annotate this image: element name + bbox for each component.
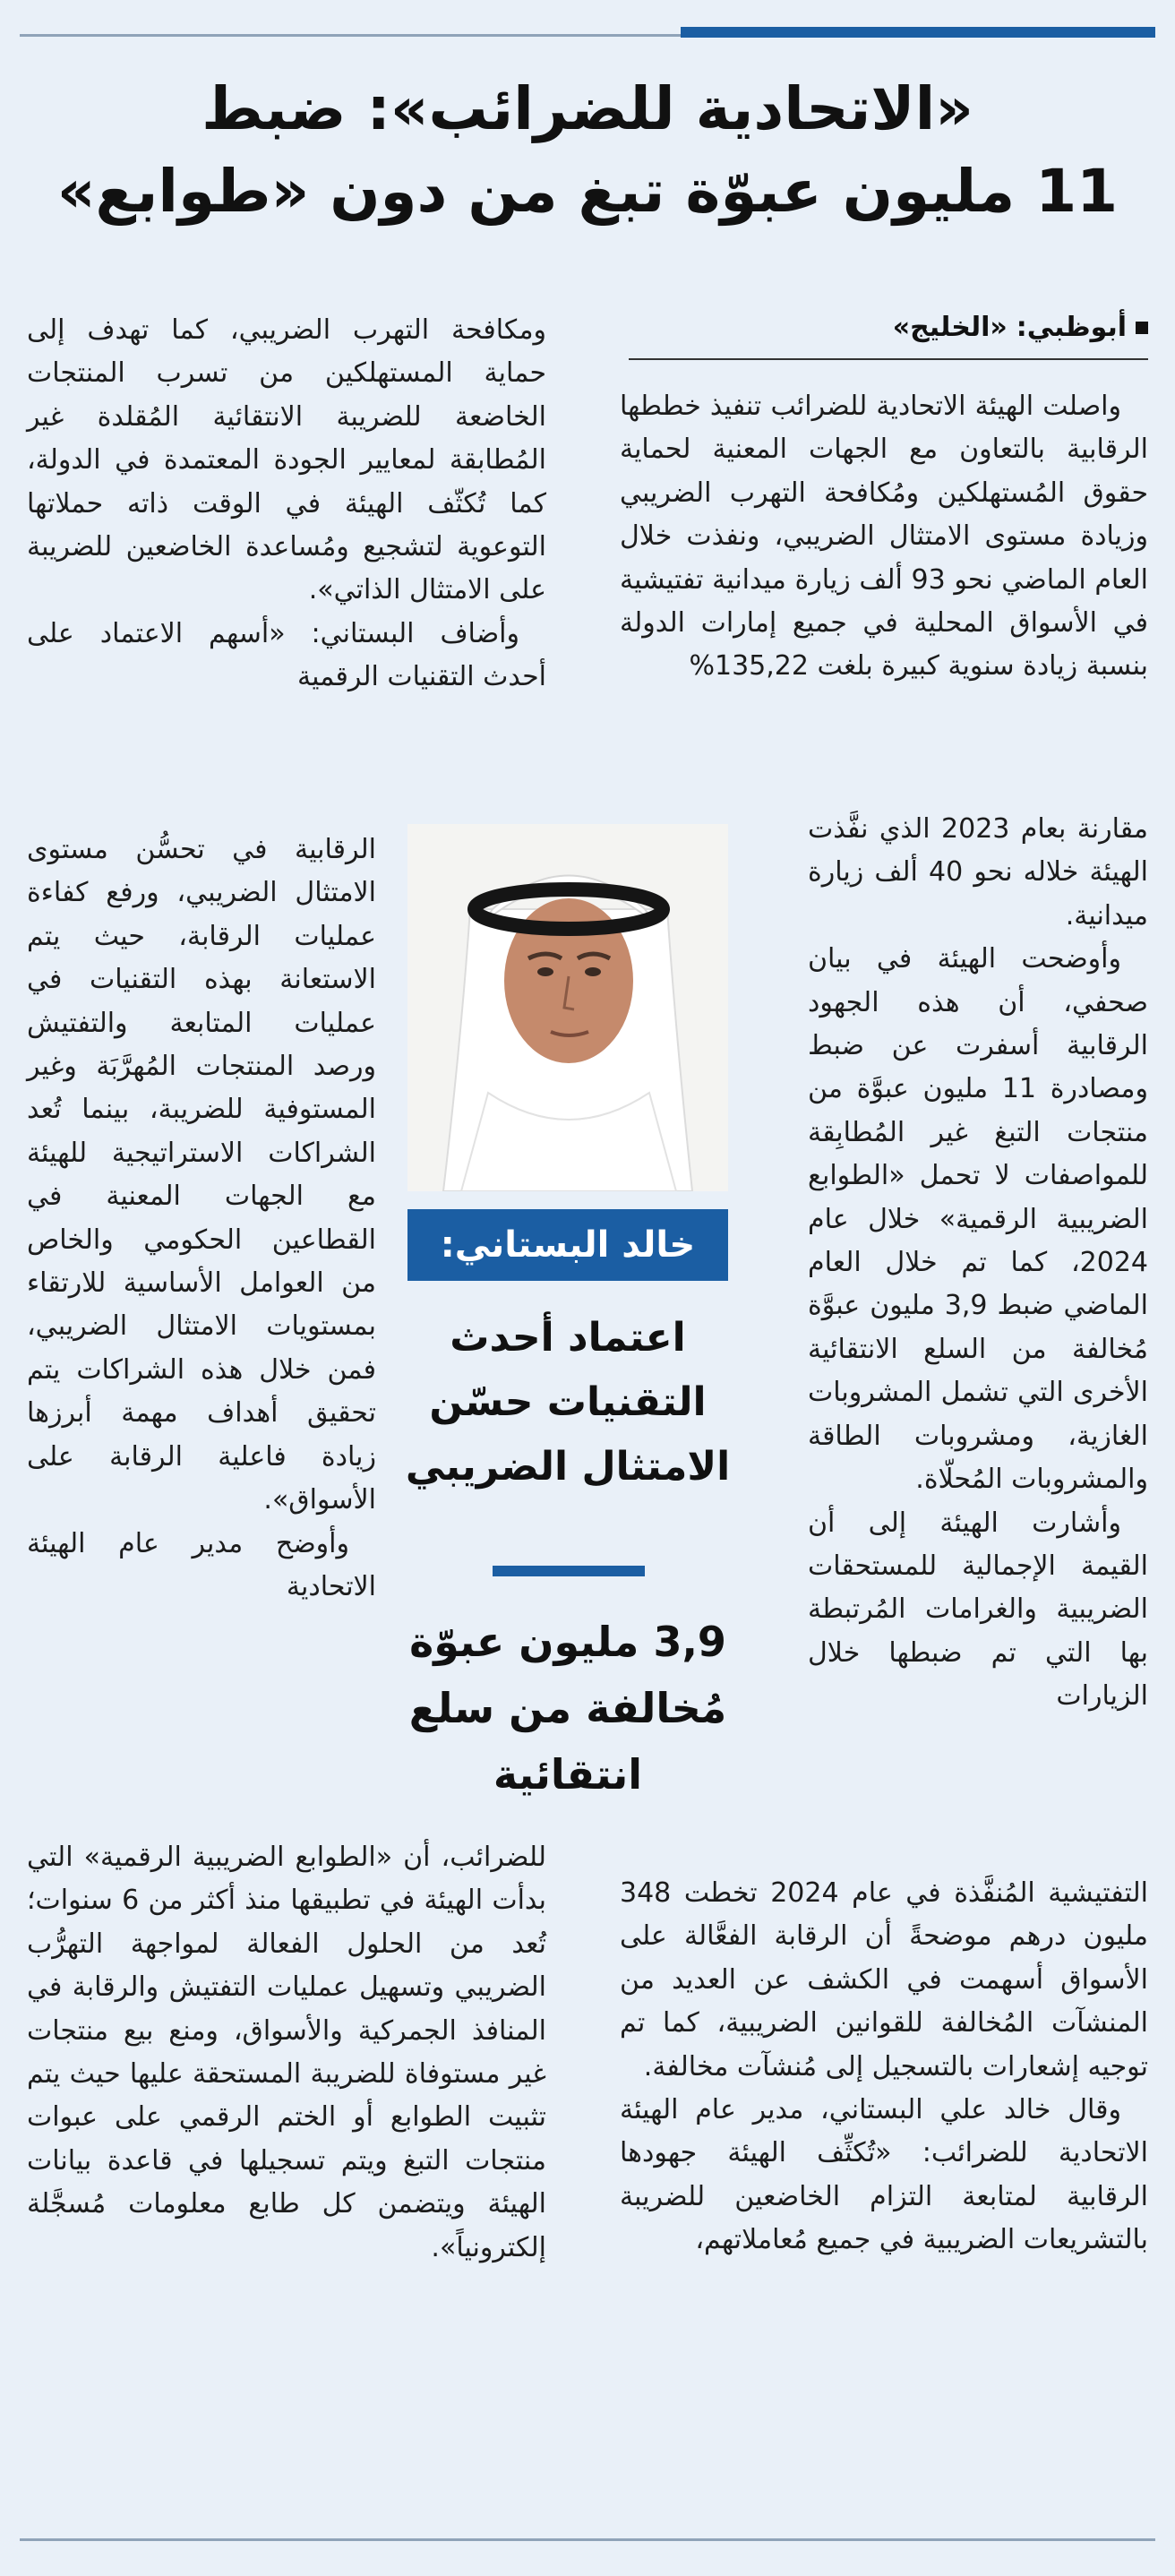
article-right-bottom — [620, 1872, 1148, 2499]
paragraph: وأوضحت الهيئة في بيان صحفي، أن هذه الجهود الرقابية أسفرت عن ضبط ومصادرة 11 مليون عبوَّة من منتجات التبغ غير المُطابِقة للمواصفات لا تحمل «الطوابع الضريبية الرقمية» خلال عام 2024، كما تم خلال العام الماضي ضبط 3,9 مليون عبوَّة مُخالفة من السلع الانتقائية الأخرى التي تشمل المشروبات الغازية، ومشروبات الطاقة والمشروبات المُحلّاة. — [808, 943, 1148, 1496]
article-left-top — [27, 309, 546, 824]
byline — [629, 312, 1148, 343]
top-accent-bar — [681, 27, 1155, 38]
paragraph: للضرائب، أن «الطوابع الضريبية الرقمية» التي بدأت الهيئة في تطبيقها منذ أكثر من 6 سنوات؛ تُعد من الحلول الفعالة لمواجهة التهرُّب الضريبي وتسهيل عمليات التفتيش والرقابة في المنافذ الجمركية والأسواق، ومنع بيع منتجات غير مستوفاة للضريبة المستحقة عليها حيث يتم تثبيت الطوابع أو الختم الرقمي على عبوات منتجات التبغ ويتم تسجيلها في قاعدة بيانات الهيئة ويتضمن كل طابع معلومات مُسجَّلة إلكترونياً». — [27, 1842, 546, 2263]
byline-square-icon — [1136, 322, 1148, 334]
byline-rule — [629, 358, 1148, 360]
article-left-bottom — [27, 1836, 546, 2526]
paragraph: وأضاف البستاني: «أسهم الاعتماد على أحدث التقنيات الرقمية — [27, 617, 546, 693]
photo-caption-banner: خالد البستاني: — [407, 1209, 728, 1281]
paragraph: الرقابية في تحسُّن مستوى الامتثال الضريبي، ورفع كفاءة عمليات الرقابة، حيث يتم الاستعانة بهذه التقنيات في عمليات المتابعة والتفتيش ورصد المنتجات المُهرَّبَة وغير المستوفية للضريبة، بينما تُعد الشراكات الاستراتيجية للهيئة مع الجهات المعنية في القطاعين الحكومي والخاص من العوامل الأساسية للارتقاء بمستويات الامتثال الضريبي، فمن خلال هذه الشراكات يتم تحقيق أهداف مهمة أبرزها زيادة فاعلية الرقابة على الأسواق». — [27, 834, 376, 1516]
headline — [54, 68, 1121, 233]
pull-quote-2: 3,9 مليون عبوّة مُخالفة من سلع انتقائية — [408, 1618, 727, 1799]
paragraph: التفتيشية المُنفَّذة في عام 2024 تخطت 348 مليون درهم موضحةً أن الرقابة الفعَّالة على الأسواق أسهمت في الكشف عن العديد من المنشآت المُخالفة للقوانين الضريبية، كما تم توجيه إشعارات بالتسجيل إلى مُنشآت مخالفة. — [620, 1877, 1148, 2082]
pull-quote-1: اعتماد أحدث التقنيات حسّن الامتثال الضريبي — [405, 1315, 731, 1490]
pull-quote-divider — [493, 1566, 645, 1576]
paragraph: وأشارت الهيئة إلى أن القيمة الإجمالية للمستحقات الضريبية والغرامات المُرتبطة بها التي تم ضبطها خلال الزيارات — [808, 1507, 1148, 1713]
byline-location: أبوظبي: — [1016, 312, 1127, 343]
paragraph: مقارنة بعام 2023 الذي نفَّذت الهيئة خلاله نحو 40 ألف زيارة ميدانية. — [808, 813, 1149, 932]
portrait-photo — [407, 824, 728, 1191]
paragraph: وأوضح مدير عام الهيئة الاتحادية — [27, 1527, 376, 1602]
paragraph: وقال خالد علي البستاني، مدير عام الهيئة الاتحادية للضرائب: «تُكثِّف الهيئة جهودها الرقابية لمتابعة التزام الخاضعين للضريبة بالتشريعات الضريبية في جميع مُعاملاتهم، — [620, 2094, 1148, 2256]
headline-line-1: «الاتحادية للضرائب»: ضبط — [202, 74, 973, 143]
paragraph: واصلت الهيئة الاتحادية للضرائب تنفيذ خططها الرقابية بالتعاون مع الجهات المعنية لحماية حقوق المُستهلكين ومُكافحة التهرب الضريبي وزيادة مستوى الامتثال الضريبي، ونفذت خلال العام الماضي نحو 93 ألف زيارة ميدانية تفتيشية في الأسواق المحلية في جميع إمارات الدولة بنسبة زيادة سنوية كبيرة بلغت 135,22% — [620, 391, 1148, 683]
article-right-top — [620, 385, 1148, 806]
portrait-image — [407, 824, 728, 1191]
byline-source: «الخليج» — [892, 312, 1008, 343]
bottom-rule — [20, 2538, 1155, 2541]
article-right-mid — [808, 808, 1148, 1865]
paragraph: ومكافحة التهرب الضريبي، كما تهدف إلى حماية المستهلكين من تسرب المنتجات الخاضعة للضريبة الانتقائية المُقلدة غير المُطابقة لمعايير الجودة المعتمدة في الدولة، كما تُكثّف الهيئة في الوقت ذاته حملاتها التوعوية لتشجيع ومُساعدة الخاضعين للضريبة على الامتثال الذاتي». — [27, 314, 546, 606]
article-left-mid — [27, 829, 376, 1832]
headline-line-2: 11 مليون عبوّة تبغ من دون «طوابع» — [56, 157, 1119, 226]
